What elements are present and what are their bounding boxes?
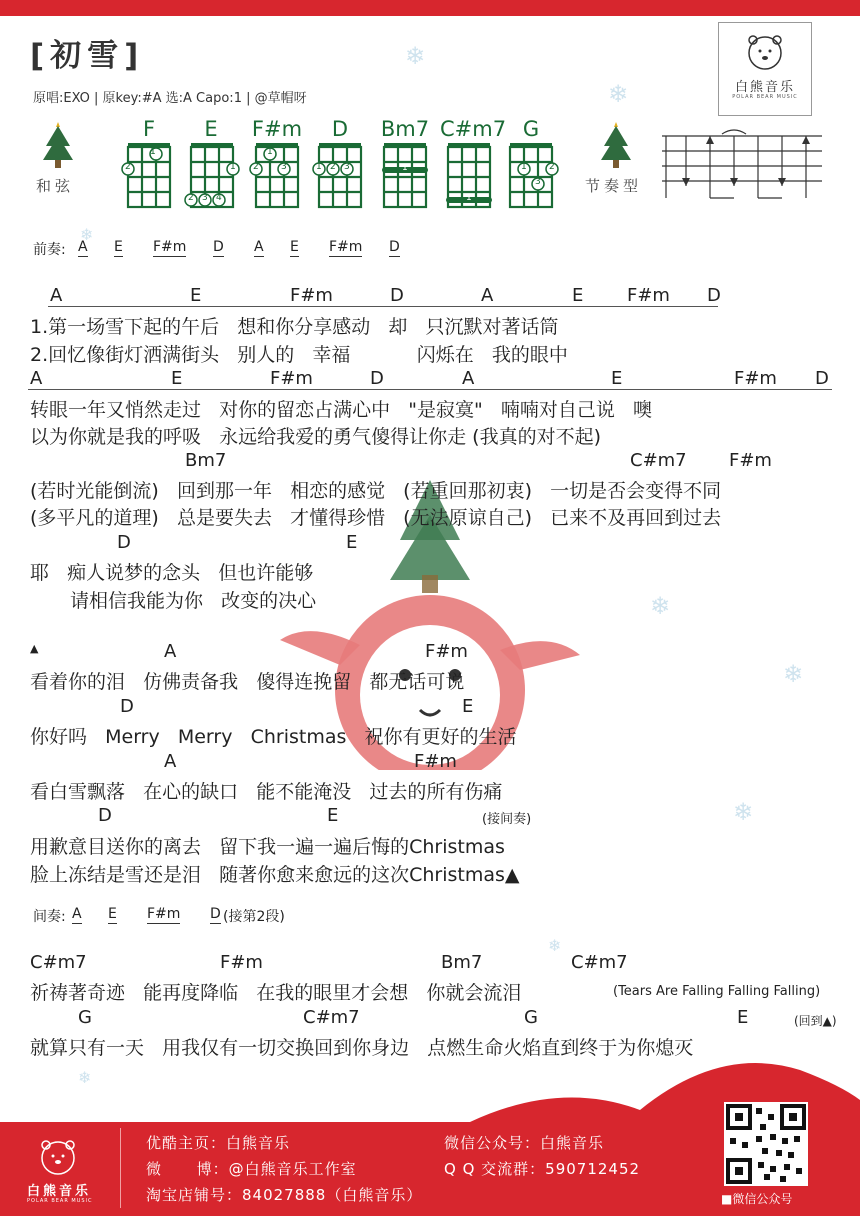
interlude-label: 间奏:: [33, 909, 66, 925]
chord: E: [572, 285, 584, 306]
chord: F#m: [729, 450, 772, 471]
chord: G: [78, 1007, 92, 1028]
chord: F#m: [414, 751, 457, 772]
lyric-line: 脸上冻结是雪还是泪 随著你愈来愈远的这次Christmas▲: [30, 864, 520, 886]
interlude-chord: D: [210, 906, 221, 922]
interlude-chord: F#m: [147, 906, 181, 922]
chord: C#m7: [571, 952, 628, 973]
qr-label: ■微信公众号: [721, 1192, 793, 1206]
lyric-line: (多平凡的道理) 总是要失去 才懂得珍惜 (无法原谅自己) 已来不及再回到过去: [30, 507, 722, 529]
prelude-chord: E: [114, 239, 123, 255]
finger-number: 3: [281, 162, 287, 172]
chord: A: [462, 368, 475, 389]
qr-code-icon: [724, 1102, 808, 1186]
snowflake-icon: ❄: [733, 798, 754, 826]
chord: D: [707, 285, 721, 306]
footer-taobao: 淘宝店铺号：84027888（白熊音乐）: [146, 1186, 423, 1204]
chord: E: [462, 696, 474, 717]
interlude-note: (接第2段): [223, 909, 285, 925]
lyric-line: 你好吗 Merry Merry Christmas 祝你有更好的生活: [30, 726, 517, 748]
chord-label: 和弦: [36, 177, 75, 195]
chord: E: [190, 285, 202, 306]
prelude-chord: F#m: [153, 239, 187, 255]
interlude-chord: A: [72, 906, 82, 922]
lyric-line: 转眼一年又悄然走过 对你的留恋占满心中 "是寂寞" 喃喃对自己说 噢: [30, 399, 652, 421]
chord: G: [524, 1007, 538, 1028]
prelude-chord: E: [290, 239, 299, 255]
chord-name-f: F: [142, 117, 156, 141]
prelude-chord: D: [389, 239, 400, 255]
chord: A: [164, 751, 177, 772]
rhythm-label: 节奏型: [585, 177, 643, 195]
snowflake-icon: ❄: [650, 592, 671, 620]
finger-number: 1: [150, 147, 156, 157]
snowflake-icon: ❄: [78, 1068, 92, 1087]
chord: D: [815, 368, 829, 389]
finger-number: 2: [188, 193, 194, 203]
chord-name-csharp-m7: C#m7: [440, 117, 507, 141]
chord: F#m: [270, 368, 313, 389]
chord: D: [117, 532, 131, 553]
chord: Bm7: [441, 952, 483, 973]
lyric-line: 1.第一场雪下起的午后 想和你分享感动 却 只沉默对著话筒: [30, 316, 559, 338]
finger-number: 2: [330, 162, 336, 172]
finger-number: 3: [344, 162, 350, 172]
chord: E: [737, 1007, 749, 1028]
finger-number: 1: [402, 163, 408, 173]
chorus-mark: ▲: [30, 642, 39, 655]
lyric-line: 耶 痴人说梦的念头 但也许能够: [30, 562, 314, 584]
finger-number: 1: [466, 193, 472, 203]
polar-bear-icon: [36, 1136, 80, 1178]
footer-wechat: 微信公众号：白熊音乐: [444, 1134, 605, 1152]
chord: D: [370, 368, 384, 389]
top-red-bar: [0, 0, 860, 16]
finger-number: 2: [253, 162, 259, 172]
chord-underline: [28, 389, 832, 390]
chord: A: [164, 641, 177, 662]
lyric-line: 祈祷著奇迹 能再度降临 在我的眼里才会想 你就会流泪: [30, 982, 522, 1004]
brand-logo-box: [718, 22, 812, 116]
footer-weibo: 微 博：@白熊音乐工作室: [146, 1160, 357, 1178]
chord: C#m7: [630, 450, 687, 471]
snowflake-icon: ❄: [80, 225, 94, 244]
song-title: [初雪]: [30, 38, 145, 74]
finger-number: 2: [125, 162, 131, 172]
prelude-chord: D: [213, 239, 224, 255]
chord: A: [30, 368, 43, 389]
chord: F#m: [425, 641, 468, 662]
brand-logo-subtext: POLAR BEAR MUSIC: [732, 94, 798, 100]
footer-logo-text: 白熊音乐: [27, 1184, 92, 1199]
chord-name-d: D: [331, 117, 349, 141]
lyric-line: 2.回忆像街灯洒满街头 别人的 幸福 闪烁在 我的眼中: [30, 344, 568, 366]
footer-divider: [120, 1128, 121, 1208]
lyric-note: (Tears Are Falling Falling Falling): [613, 984, 821, 999]
chord: F#m: [627, 285, 670, 306]
chord: E: [327, 805, 339, 826]
finger-number: 1: [230, 162, 236, 172]
polar-bear-icon: [719, 23, 811, 83]
brand-logo-text: 白熊音乐: [734, 80, 795, 95]
interlude-chord: E: [108, 906, 117, 922]
repeat-note: (回到▲): [794, 1014, 837, 1028]
lyric-line: 用歉意目送你的离去 留下我一遍一遍后悔的Christmas: [30, 836, 505, 858]
chord: E: [611, 368, 623, 389]
christmas-tree-icon: [40, 120, 76, 170]
chord-name-g: G: [522, 117, 540, 141]
chord-name-e: E: [204, 117, 218, 141]
snowflake-icon: ❄: [405, 42, 426, 70]
prelude-chord: A: [78, 239, 88, 255]
chord: F#m: [734, 368, 777, 389]
chord-name-fsharp-m: F#m: [251, 117, 303, 141]
chord: D: [120, 696, 134, 717]
rhythm-pattern-diagram: [662, 126, 822, 202]
chord: E: [171, 368, 183, 389]
footer-youku: 优酷主页：白熊音乐: [146, 1134, 291, 1152]
footer-qq: Q Q 交流群：590712452: [444, 1160, 641, 1178]
finger-number: 2: [549, 162, 555, 172]
chord: A: [481, 285, 494, 306]
chord: A: [50, 285, 63, 306]
chord: Bm7: [185, 450, 227, 471]
prelude-chord: F#m: [329, 239, 363, 255]
chord: C#m7: [303, 1007, 360, 1028]
lyric-line: 以为你就是我的呼吸 永远给我爱的勇气傻得让你走 (我真的对不起): [30, 426, 601, 448]
wechat-qr-code: [724, 1102, 808, 1186]
snowflake-icon: ❄: [548, 936, 562, 955]
lyric-line: 看着你的泪 仿佛责备我 傻得连挽留 都无话可说: [30, 671, 465, 693]
finger-number: 1: [521, 162, 527, 172]
chord: F#m: [290, 285, 333, 306]
lyric-line: 看白雪飘落 在心的缺口 能不能淹没 过去的所有伤痛: [30, 781, 503, 803]
finger-number: 1: [267, 147, 273, 157]
finger-number: 1: [316, 162, 322, 172]
chord: C#m7: [30, 952, 87, 973]
lyric-line: 就算只有一天 用我仅有一切交换回到你身边 点燃生命火焰直到终于为你熄灭: [30, 1037, 694, 1059]
chord: D: [390, 285, 404, 306]
prelude-label: 前奏:: [33, 242, 66, 258]
finger-number: 4: [216, 193, 222, 203]
lyric-line: 请相信我能为你 改变的决心: [70, 590, 317, 612]
finger-number: 3: [202, 193, 208, 203]
chord-underline: [48, 306, 718, 307]
chord: E: [346, 532, 358, 553]
snowflake-icon: ❄: [783, 660, 804, 688]
song-meta: 原唱:EXO | 原key:#A 选:A Capo:1 | @草帽呀: [33, 91, 307, 106]
finger-number: 3: [535, 177, 541, 187]
chord: D: [98, 805, 112, 826]
footer-logo-subtext: POLAR BEAR MUSIC: [27, 1198, 93, 1204]
chord-name-bm7: Bm7: [380, 117, 430, 141]
christmas-tree-icon: [598, 120, 634, 170]
prelude-chord: A: [254, 239, 264, 255]
chord: F#m: [220, 952, 263, 973]
lyric-line: (若时光能倒流) 回到那一年 相恋的感觉 (若重回那初衷) 一切是否会变得不同: [30, 480, 722, 502]
snowflake-icon: ❄: [608, 80, 629, 108]
interlude-note: (接间奏): [482, 812, 532, 827]
